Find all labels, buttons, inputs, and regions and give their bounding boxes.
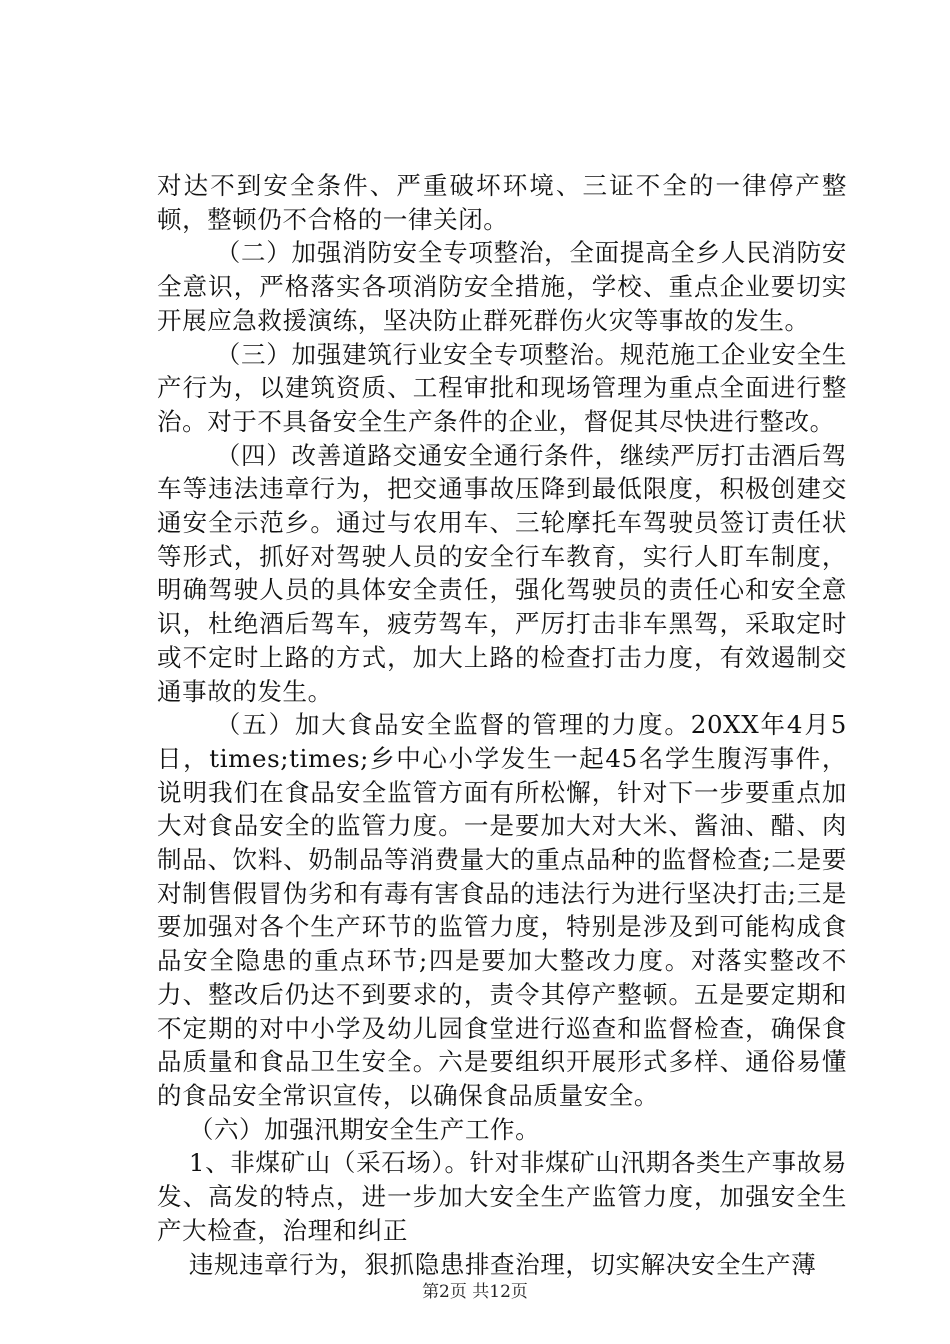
paragraph-food-safety: （五）加大食品安全监督的管理的力度。20XX年4月5日，times;times;乡中心小学发生一起45名学生腹泻事件，说明我们在食品安全监管方面有所松懈，针对下一步要重点加大对食品安全的监管力度。一是要加大对大米、酱油、醋、肉制品、饮料、奶制品等消费量大的重点品种的监督检查;二是要对制售假冒伪劣和有毒有害食品的违法行为进行坚决打击;三是要加强对各个生产环节的监管力度，特别是涉及到可能构成食品安全隐患的重点环节;四是要加大整改力度。对落实整改不力、整改后仍达不到要求的，责令其停产整顿。五是要定期和不定期的对中小学及幼儿园食堂进行巡查和监督检查，确保食品质量和食品卫生安全。六是要组织开展形式多样、通俗易懂的食品安全常识宣传，以确保食品质量安全。 xyxy=(157,710,847,1110)
paragraph-flood-season-heading: （六）加强汛期安全生产工作。 xyxy=(188,1114,541,1144)
page-number-footer: 第2页 共12页 xyxy=(422,1282,528,1302)
paragraph-road-traffic-safety: （四）改善道路交通安全通行条件，继续严厉打击酒后驾车等违法违章行为，把交通事故压降到最低限度，积极创建交通安全示范乡。通过与农用车、三轮摩托车驾驶员签订责任状等形式，抓好对驾驶人员的安全行车教育，实行人盯车制度，明确驾驶人员的具体安全责任，强化驾驶员的责任心和安全意识，杜绝酒后驾车，疲劳驾车，严厉打击非车黑驾，采取定时或不定时上路的方式，加大上路的检查打击力度，有效遏制交通事故的发生。 xyxy=(157,440,847,706)
paragraph-intro: 对达不到安全条件、严重破坏环境、三证不全的一律停产整顿，整顿仍不合格的一律关闭。 xyxy=(157,171,847,234)
paragraph-violations: 违规违章行为，狠抓隐患排查治理，切实解决安全生产薄 xyxy=(188,1249,817,1279)
paragraph-non-coal-mines: 1、非煤矿山（采石场）。针对非煤矿山汛期各类生产事故易发、高发的特点，进一步加大安全生产监管力度，加强安全生产大检查，治理和纠正 xyxy=(157,1148,847,1245)
paragraph-fire-safety: （二）加强消防安全专项整治，全面提高全乡人民消防安全意识，严格落实各项消防安全措施，学校、重点企业要切实开展应急救援演练，坚决防止群死群伤火灾等事故的发生。 xyxy=(157,238,847,335)
document-body xyxy=(157,169,847,1281)
paragraph-construction-safety: （三）加强建筑行业安全专项整治。规范施工企业安全生产行为，以建筑资质、工程审批和现场管理为重点全面进行整治。对于不具备安全生产条件的企业，督促其尽快进行整改。 xyxy=(157,339,847,436)
